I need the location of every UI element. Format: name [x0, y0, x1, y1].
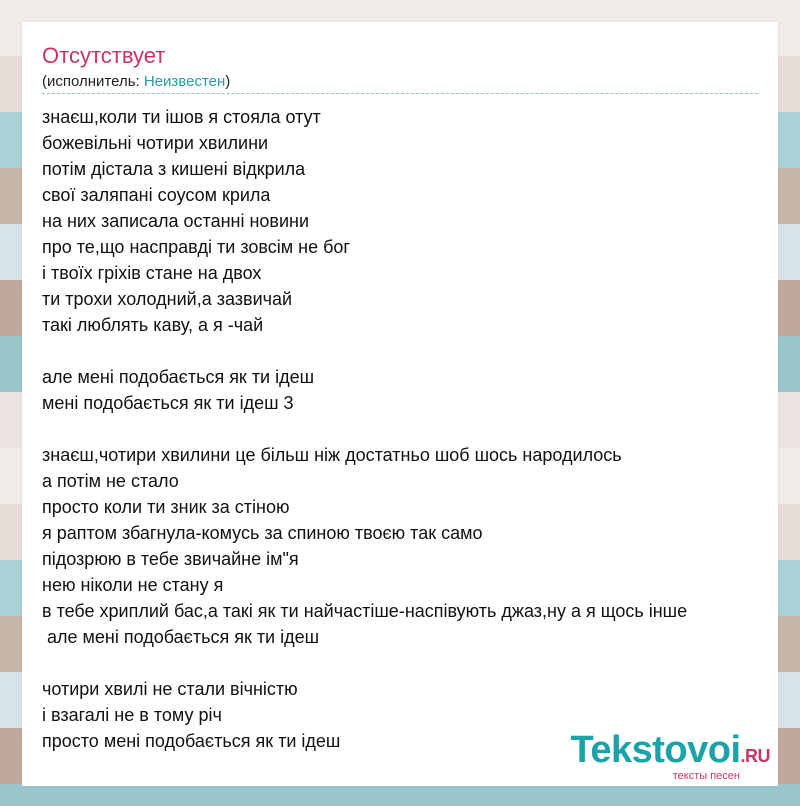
- artist-line: [42, 72, 230, 92]
- lyric-line: і твоїх гріхів стане на двох: [42, 263, 262, 283]
- lyric-line: я раптом збагнула-комусь за спиною твоєю так само: [42, 523, 483, 543]
- logo-wordmark: [570, 730, 770, 776]
- lyric-line: божевільні чотири хвилини: [42, 133, 269, 153]
- lyric-line: ти трохи холодний,а зазвичай: [42, 289, 293, 309]
- lyric-line: знаєш,коли ти ішов я стояла отут: [42, 107, 321, 127]
- logo-tagline: тексты песен: [672, 770, 740, 782]
- lyrics-card: [22, 22, 778, 786]
- lyric-line: а потім не стало: [42, 471, 179, 491]
- lyric-line: нею ніколи не стану я: [42, 575, 224, 595]
- title-divider: [42, 93, 758, 94]
- lyric-line: просто коли ти зник за стіною: [42, 497, 290, 517]
- lyric-line: знаєш,чотири хвилини це більш ніж достатньо шоб шось народилось: [42, 445, 622, 465]
- lyric-line: свої заляпані соусом крила: [42, 185, 271, 205]
- logo-tld: .RU: [740, 746, 770, 766]
- song-title: Отсутствует: [42, 43, 166, 68]
- lyric-line: мені подобається як ти ідеш 3: [42, 393, 294, 413]
- lyric-blank-line: [42, 416, 772, 442]
- lyric-blank-line: [42, 650, 772, 676]
- logo-name: Tekstovoi: [570, 729, 741, 771]
- lyric-line: такі люблять каву, а я -чай: [42, 315, 264, 335]
- artist-prefix: (исполнитель:: [42, 73, 144, 90]
- lyric-line: підозрюю в тебе звичайне ім"я: [42, 549, 299, 569]
- artist-suffix: ): [225, 73, 231, 90]
- artist-link[interactable]: Неизвестен: [143, 73, 226, 90]
- lyric-line: і взагалі не в тому річ: [42, 705, 222, 725]
- lyric-line: потім дістала з кишені відкрила: [42, 159, 306, 179]
- lyric-blank-line: [42, 338, 772, 364]
- lyric-line: на них записала останні новини: [42, 211, 310, 231]
- lyrics-body: [42, 104, 772, 754]
- site-logo[interactable]: [570, 730, 770, 782]
- lyric-line: але мені подобається як ти ідеш: [42, 627, 320, 647]
- lyric-line: але мені подобається як ти ідеш: [42, 367, 315, 387]
- lyric-line: в тебе хриплий бас,а такі як ти найчастіше-наспівують джаз,ну а я щось інше: [42, 601, 688, 621]
- lyric-line: про те,що насправді ти зовсім не бог: [42, 237, 350, 257]
- lyric-line: просто мені подобається як ти ідеш: [42, 731, 341, 751]
- lyric-line: чотири хвилі не стали вічністю: [42, 679, 298, 699]
